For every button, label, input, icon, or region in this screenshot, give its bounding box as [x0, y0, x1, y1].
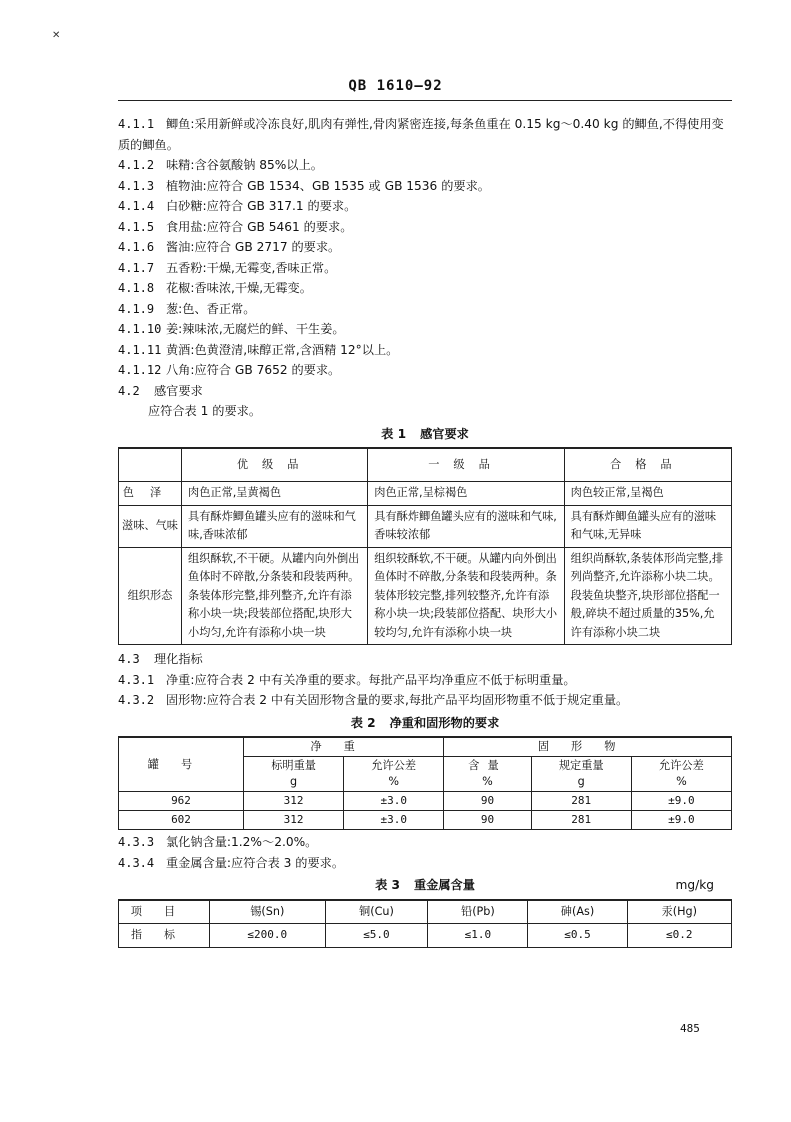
- table-row: [119, 811, 732, 830]
- header-premium: 优级品: [182, 448, 368, 482]
- header-lead: 铅(Pb): [428, 900, 528, 924]
- header-copper: 铜(Cu): [325, 900, 428, 924]
- subheader-net-tolerance: 允许公差 %: [344, 757, 444, 792]
- table-row: [119, 482, 732, 506]
- table-row: [119, 505, 732, 547]
- header-solids: 固形物: [444, 737, 732, 757]
- table-cell: ≤0.2: [627, 924, 731, 948]
- row-label-taste: 滋味、气味: [119, 505, 182, 547]
- table-cell: ≤1.0: [428, 924, 528, 948]
- row-label-color: 色泽: [119, 482, 182, 506]
- document-body: [118, 114, 732, 948]
- table-cell: ±3.0: [344, 811, 444, 830]
- header-net-weight: 净重: [244, 737, 444, 757]
- table-cell: ≤5.0: [325, 924, 428, 948]
- clause-4-1-8: 4.1.8 花椒:香味浓,干燥,无霉变。: [118, 281, 312, 295]
- header-qualified: 合格品: [564, 448, 731, 482]
- clause-4-1-1: 4.1.1 鲫鱼:采用新鲜或冷冻良好,肌肉有弹性,骨肉紧密连接,每条鱼重在 0.15 kg～0.40 kg 的鲫鱼,不得使用变质的鲫鱼。: [118, 117, 724, 152]
- clause-4-1-2: 4.1.2 味精:含谷氨酸钠 85%以上。: [118, 158, 323, 172]
- binding-mark: ✕: [52, 30, 61, 41]
- table-cell: 肉色正常,呈棕褐色: [368, 482, 564, 506]
- section-4-3-heading: 4.3 理化指标: [118, 652, 203, 666]
- table1-caption: 表 1 感官要求: [381, 426, 469, 441]
- clause-4-3-1: 4.3.1 净重:应符合表 2 中有关净重的要求。每批产品平均净重应不低于标明重量。: [118, 672, 576, 687]
- table-cell: 962: [119, 792, 244, 811]
- clause-4-1-3: 4.1.3 植物油:应符合 GB 1534、GB 1535 或 GB 1536 的要求。: [118, 178, 490, 193]
- table-cell: 肉色正常,呈黄褐色: [182, 482, 368, 506]
- clause-4-3-3: 4.3.3 氯化钠含量:1.2%～2.0%。: [118, 835, 318, 849]
- heavy-metal-table: [118, 899, 732, 948]
- table-cell: 组织尚酥软,条装体形尚完整,排列尚整齐,允许添称小块二块。段装鱼块整齐,块形部位搭配一般,碎块不超过质量的35%,允许有添称小块二块: [564, 547, 731, 645]
- table-cell: 281: [531, 792, 631, 811]
- sensory-table: [118, 447, 732, 645]
- header-first-grade: 一级品: [368, 448, 564, 482]
- clause-4-1-5: 4.1.5 食用盐:应符合 GB 5461 的要求。: [118, 219, 353, 234]
- clause-4-1-6: 4.1.6 酱油:应符合 GB 2717 的要求。: [118, 240, 341, 254]
- table-header-row: [119, 448, 732, 482]
- table-cell: 90: [444, 811, 531, 830]
- subheader-solid-tolerance: 允许公差 %: [631, 757, 731, 792]
- table-header-row: [119, 737, 732, 757]
- table-cell: 肉色较正常,呈褐色: [564, 482, 731, 506]
- table-cell: 组织酥软,不干硬。从罐内向外倒出鱼体时不碎散,分条装和段装两种。条装体形完整,排列整齐,允许有添称小块一块;段装部位搭配,块形大小均匀,允许有添称小块一块: [182, 547, 368, 645]
- table-row: [119, 547, 732, 645]
- table-cell: 具有酥炸鲫鱼罐头应有的滋味和气味,无异味: [564, 505, 731, 547]
- subheader-specified-weight: 规定重量 g: [531, 757, 631, 792]
- clause-4-1-10: 4.1.10 姜:辣味浓,无腐烂的鲜、干生姜。: [118, 322, 345, 336]
- header-mercury: 汞(Hg): [627, 900, 731, 924]
- table-row: [119, 792, 732, 811]
- header-item: 项目: [119, 900, 210, 924]
- table3-caption: 表 3 重金属含量 mg/kg: [118, 875, 732, 896]
- table-cell: ≤200.0: [210, 924, 326, 948]
- table-row: [119, 924, 732, 948]
- header-can-no: 罐号: [119, 737, 244, 792]
- table-cell: ±3.0: [344, 792, 444, 811]
- table-cell: ±9.0: [631, 792, 731, 811]
- page-number: 485: [680, 1022, 700, 1035]
- clause-4-3-4: 4.3.4 重金属含量:应符合表 3 的要求。: [118, 855, 345, 870]
- clause-4-1-7: 4.1.7 五香粉:干燥,无霉变,香味正常。: [118, 260, 337, 275]
- table2-caption: 表 2 净重和固形物的要求: [350, 715, 500, 730]
- table3-unit: mg/kg: [675, 878, 714, 892]
- clause-4-1-12: 4.1.12 八角:应符合 GB 7652 的要求。: [118, 363, 341, 377]
- clause-4-1-9: 4.1.9 葱:色、香正常。: [118, 301, 256, 316]
- net-weight-table: [118, 736, 732, 830]
- page-header: QB 1610—92: [348, 78, 443, 94]
- header-tin: 锡(Sn): [210, 900, 326, 924]
- table-cell: 具有酥炸鲫鱼罐头应有的滋味和气味,香味较浓郁: [368, 505, 564, 547]
- table-cell: 312: [244, 792, 344, 811]
- clause-4-3-2: 4.3.2 固形物:应符合表 2 中有关固形物含量的要求,每批产品平均固形物重不低于规定重量。: [118, 693, 629, 707]
- header-rule: [118, 100, 732, 101]
- subheader-content: 含量 %: [444, 757, 531, 792]
- section-4-2-heading: 4.2 感官要求: [118, 383, 203, 398]
- row-label-index: 指标: [119, 924, 210, 948]
- table-cell: 281: [531, 811, 631, 830]
- table-cell: 602: [119, 811, 244, 830]
- table-cell: 90: [444, 792, 531, 811]
- clause-4-1-11: 4.1.11 黄酒:色黄澄清,味醇正常,含酒精 12°以上。: [118, 342, 399, 357]
- subheader-labeled-weight: 标明重量 g: [244, 757, 344, 792]
- table-cell: ≤0.5: [528, 924, 627, 948]
- table-cell: ±9.0: [631, 811, 731, 830]
- table-header-row: [119, 900, 732, 924]
- table-cell: 312: [244, 811, 344, 830]
- clause-4-1-4: 4.1.4 白砂糖:应符合 GB 317.1 的要求。: [118, 199, 357, 213]
- row-label-texture: 组织形态: [119, 547, 182, 645]
- header-arsenic: 砷(As): [528, 900, 627, 924]
- table-cell: 组织较酥软,不干硬。从罐内向外倒出鱼体时不碎散,分条装和段装两种。条装体形较完整,排列较整齐,允许有添称小块一块;段装部位搭配、块形大小较均匀,允许有添称小块一块: [368, 547, 564, 645]
- section-4-2-body: 应符合表 1 的要求。: [148, 404, 262, 418]
- table-cell: 具有酥炸鲫鱼罐头应有的滋味和气味,香味浓郁: [182, 505, 368, 547]
- table-corner: [119, 448, 182, 482]
